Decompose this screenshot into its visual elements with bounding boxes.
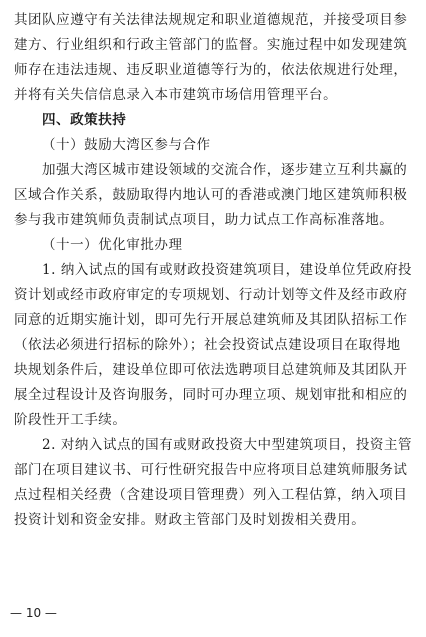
body-line-18: 2. 对纳入试点的国有或财政投资大中型建筑项目，投资主管 — [42, 437, 412, 453]
body-line-4: 并将有关失信信息录入本市建筑市场信用管理平台。 — [14, 87, 338, 103]
section-heading-policy-support: 四、政策扶持 — [42, 112, 127, 128]
body-line-7: 加强大湾区城市建设领域的交流合作，逐步建立互利共赢的 — [42, 162, 408, 178]
body-line-17: 阶段性开工手续。 — [14, 412, 127, 428]
subsection-heading-10: （十）鼓励大湾区参与合作 — [42, 137, 211, 153]
body-line-9: 参与我市建筑师负责制试点项目，助力试点工作高标准落地。 — [14, 212, 394, 228]
body-line-16: 展全过程设计及咨询服务，同时可办理立项、规划审批和相应的 — [14, 387, 408, 403]
body-line-12: 资计划或经市政府审定的专项规划、行动计划等文件及经市政府 — [14, 287, 408, 303]
body-line-15: 块规划条件后，建设单位即可依法选聘项目总建筑师及其团队开 — [14, 362, 408, 378]
body-line-13: 同意的近期实施计划，即可先行开展总建筑师及其团队招标工作 — [14, 312, 408, 328]
body-line-2: 建方、行业组织和行政主管部门的监督。实施过程中如发现建筑 — [14, 37, 408, 53]
body-line-11: 1. 纳入试点的国有或财政投资建筑项目，建设单位凭政府投 — [42, 262, 412, 278]
body-line-3: 师存在违法违规、违反职业道德等行为的，依法依规进行处理， — [14, 62, 408, 78]
body-line-14: （依法必须进行招标的除外）；社会投资试点建设项目在取得地 — [14, 337, 401, 353]
body-line-20: 点过程相关经费（含建设项目管理费）列入工程估算，纳入项目 — [14, 487, 408, 503]
document-body — [14, 8, 412, 533]
body-line-1: 其团队应遵守有关法律法规规定和职业道德规范，并接受项目参 — [14, 12, 408, 28]
body-line-8: 区域合作关系，鼓励取得内地认可的香港或澳门地区建筑师积极 — [14, 187, 408, 203]
body-line-21: 投资计划和资金安排。财政主管部门及时划拨相关费用。 — [14, 512, 366, 528]
body-line-19: 部门在项目建议书、可行性研究报告中应将项目总建筑师服务试 — [14, 462, 408, 478]
subsection-heading-11: （十一）优化审批办理 — [42, 237, 183, 253]
page-number: — 10 — — [10, 606, 57, 620]
